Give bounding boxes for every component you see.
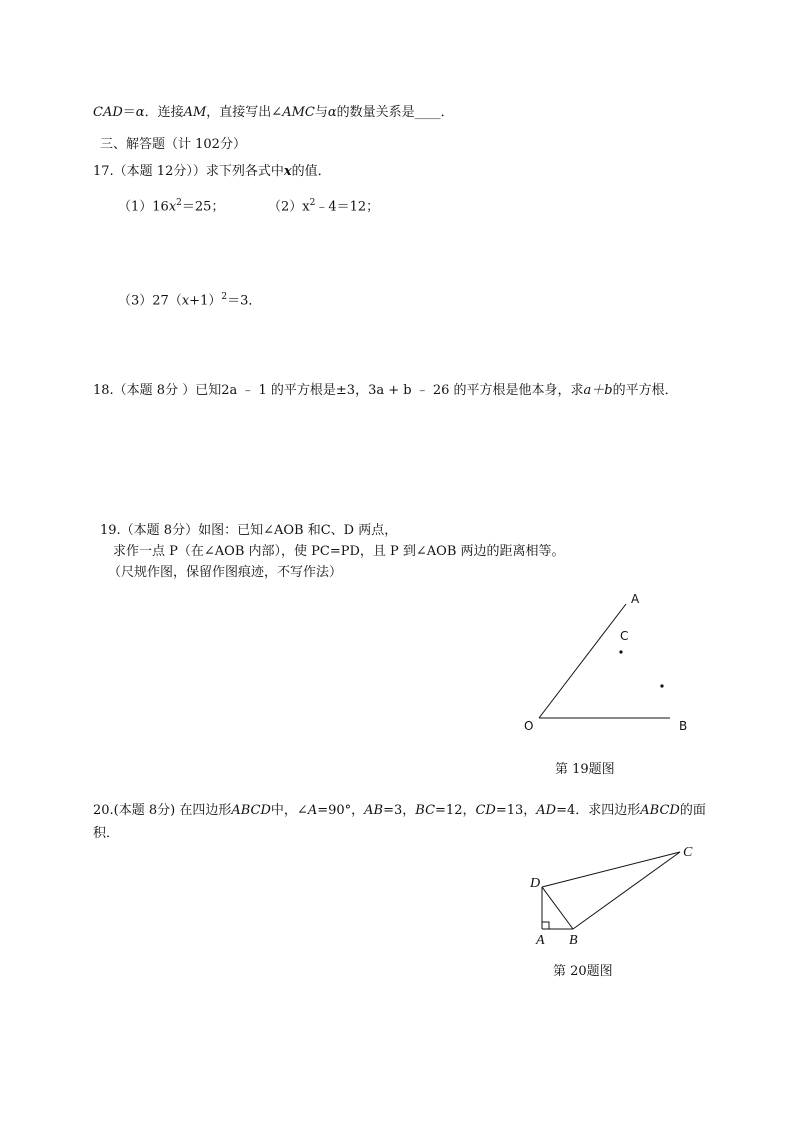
label-d: D: [530, 876, 541, 891]
q20-bc: BC: [415, 803, 436, 818]
q18-text-a: 18.（本题 8分 ）已知2a ﹣ 1 的平方根是±3，3a + b ﹣ 26 的平方根是他本身，求: [93, 383, 584, 398]
q17-p3-var: x: [181, 293, 190, 309]
q17-p3-sup: 2: [221, 292, 228, 302]
section-title: 三、解答题（计 102分）: [100, 137, 246, 152]
q20-l1-a: 20.(本题 8分) 在四边形: [93, 803, 232, 818]
label-b2: B: [569, 933, 578, 948]
label-c2: C: [683, 845, 693, 860]
seg-dc: [542, 852, 680, 887]
q20-l1-d: =3，: [383, 803, 416, 818]
q17-stem-a: 17.（本题 12分））求下列各式中: [93, 164, 284, 179]
q20-a-var: A: [307, 803, 318, 818]
text-and: 与: [314, 105, 328, 120]
q17-p2-sup: 2: [309, 198, 316, 208]
eq-sign: ＝: [122, 105, 136, 120]
q20-l1-c: =90°，: [317, 803, 365, 818]
q18-expr: a＋b: [583, 383, 613, 398]
q20-abcd-2: ABCD: [640, 803, 680, 818]
q19-caption: 第 19题图: [555, 762, 615, 777]
text-connect: ．连接: [144, 105, 184, 120]
q17-p3-c: ＝3．: [227, 293, 262, 309]
seg-bc: [573, 852, 680, 929]
q17-p2-a: （2）x: [268, 199, 310, 215]
q17-p1-var: x: [168, 199, 177, 215]
q20-l1-h: 的面: [679, 803, 706, 818]
q20-l1-g: =4．求四边形: [556, 803, 641, 818]
var-alpha-2: α: [327, 105, 337, 120]
seg-db: [542, 887, 573, 929]
q17-var: x: [283, 164, 292, 179]
q20-abcd: ABCD: [231, 803, 271, 818]
q20-l1-e: =12，: [435, 803, 476, 818]
label-a2: A: [536, 933, 545, 948]
text-write: ，直接写出∠: [206, 105, 283, 120]
q17-p2-b: ﹣4＝12；: [315, 199, 380, 215]
q19-line2: 求作一点 P（在∠AOB 内部），使 PC=PD，且 P 到∠AOB 两边的距离相等。: [113, 544, 565, 559]
var-am: AM: [183, 105, 207, 120]
q17-p3-a: （3）27（: [118, 293, 182, 309]
text-blank: 的数量关系是____．: [336, 105, 454, 120]
q20-l1-f: =13，: [495, 803, 537, 818]
q18-text-b: 的平方根．: [612, 383, 678, 398]
q20-cd: CD: [475, 803, 496, 818]
label-c: C: [620, 629, 629, 643]
q20-ab: AB: [364, 803, 384, 818]
label-b: B: [679, 719, 688, 733]
q17-stem-b: 的值．: [291, 164, 331, 179]
q20-caption: 第 20题图: [553, 964, 613, 979]
q20-ad: AD: [536, 803, 557, 818]
var-alpha: α: [135, 105, 145, 120]
var-amc: AMC: [282, 105, 315, 120]
right-angle-mark: [542, 922, 549, 929]
q20-line2: 积．: [93, 826, 120, 841]
q17-p1-a: （1）16: [118, 199, 169, 215]
q17-p1-b: ＝25；: [181, 199, 225, 215]
q17-p1-sup: 2: [176, 198, 182, 208]
q17-p3-b: +1）: [189, 293, 222, 309]
label-o: O: [524, 719, 534, 733]
label-a: A: [631, 592, 640, 606]
q20-l1-b: 中，∠: [270, 803, 308, 818]
var-cad: CAD: [93, 105, 123, 120]
q19-line3: （尺规作图，保留作图痕迹，不写作法）: [108, 565, 343, 580]
q19-line1: 19.（本题 8分）如图：已知∠AOB 和C、D 两点，: [100, 523, 398, 538]
